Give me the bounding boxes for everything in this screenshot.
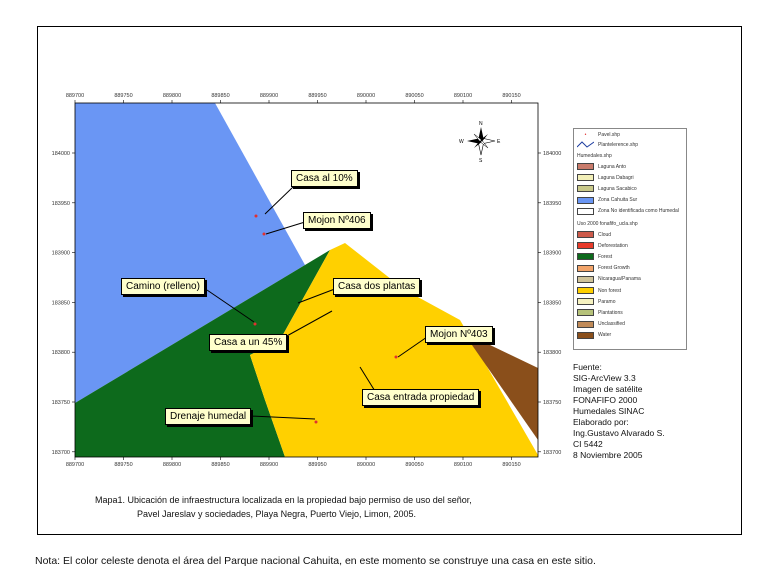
legend-item-label: Zona Cahuita Sur <box>598 197 638 204</box>
map-caption <box>95 493 472 521</box>
point-mojon-406 <box>263 233 266 236</box>
callout-drenaje: Drenaje humedal <box>165 408 251 425</box>
y-tick-label-left: 183750 <box>51 400 70 406</box>
x-tick-label-bottom: 890050 <box>405 462 424 468</box>
legend-item-label: Plantations <box>598 309 623 316</box>
legend-item-label: Deforestation <box>598 242 628 249</box>
legend-item-label: Forest Growth <box>598 265 630 272</box>
callout-casa-entrada: Casa entrada propiedad <box>362 389 479 406</box>
x-tick-label-bottom: 890100 <box>453 462 473 468</box>
point-camino <box>254 323 257 326</box>
point-symbol-icon: • <box>584 131 587 138</box>
source-line: CI 5442 <box>573 439 603 449</box>
x-tick-label-bottom: 889750 <box>114 462 133 468</box>
y-tick-label-left: 183900 <box>51 250 70 257</box>
compass-e: E <box>497 139 501 145</box>
legend-swatch <box>577 321 594 328</box>
x-tick-label-bottom: 889800 <box>162 462 182 468</box>
y-tick-label-left: 184000 <box>51 151 70 157</box>
source-line: Elaborado por: <box>573 417 629 427</box>
legend-item-label: Nicaragua/Panama <box>598 276 641 283</box>
legend-item <box>577 252 612 261</box>
legend-swatch <box>577 265 594 272</box>
callout-casa-45: Casa a un 45% <box>209 334 287 351</box>
point-drenaje <box>315 421 318 424</box>
x-axis-top <box>66 93 521 103</box>
legend-item <box>577 184 637 193</box>
x-tick-label-top: 889750 <box>114 93 133 99</box>
source-line: 8 Noviembre 2005 <box>573 450 643 460</box>
callout-casa-10: Casa al 10% <box>291 170 358 187</box>
x-tick-label-bottom: 889700 <box>65 462 85 468</box>
legend-layer-plant <box>577 140 638 149</box>
legend-item-label: Forest <box>598 253 613 260</box>
y-tick-label-left: 183800 <box>51 350 70 357</box>
legend-item-label: Zona No identificada como Humedal <box>598 208 679 215</box>
x-tick-label-bottom: 889950 <box>308 462 327 468</box>
legend-label: Pavel.shp <box>598 131 620 138</box>
compass-w: W <box>459 139 464 145</box>
y-tick-label-right: 183800 <box>543 350 562 357</box>
legend-swatch <box>577 163 594 170</box>
y-tick-label-left: 183700 <box>51 449 70 456</box>
legend-swatch <box>577 174 594 181</box>
legend-item <box>577 207 679 216</box>
legend-swatch <box>577 287 594 294</box>
legend-item <box>577 297 616 306</box>
y-tick-label-left: 183850 <box>51 300 70 307</box>
legend-item <box>577 241 628 250</box>
legend-item <box>577 275 641 284</box>
x-tick-label-top: 890150 <box>502 93 521 99</box>
point-casa-10 <box>255 215 258 218</box>
y-tick-label-right: 183750 <box>543 400 562 406</box>
source-line: Fuente: <box>573 362 602 372</box>
caption-line-1: Mapa1. Ubicación de infraestructura localizada en la propiedad bajo permiso de uso del señor, <box>95 495 472 505</box>
x-tick-label-bottom: 890150 <box>502 462 521 468</box>
y-axis-right <box>538 151 561 456</box>
source-block <box>573 362 665 461</box>
legend-item-label: Laguna Anto <box>598 163 627 170</box>
x-tick-label-top: 889950 <box>308 93 327 99</box>
point-mojon-403 <box>395 356 398 359</box>
legend-item-label: Laguna Dabagri <box>598 174 634 181</box>
legend-item <box>577 162 626 171</box>
legend-layer-pavel <box>577 130 620 139</box>
caption-line-2: Pavel Jareslav y sociedades, Playa Negra, Puerto Viejo, Limon, 2005. <box>137 509 416 519</box>
legend-item <box>577 230 611 239</box>
y-tick-label-right: 183850 <box>543 300 562 307</box>
legend-swatch <box>577 231 594 238</box>
x-tick-label-top: 889900 <box>259 93 279 99</box>
legend-item <box>577 331 611 340</box>
x-axis-bottom <box>66 457 521 468</box>
legend-item <box>577 196 637 205</box>
y-tick-label-right: 184000 <box>543 151 562 157</box>
compass-s: S <box>479 158 483 164</box>
x-tick-label-top: 890000 <box>356 93 376 99</box>
map-legend <box>573 128 687 350</box>
legend-item <box>577 286 621 295</box>
legend-swatch <box>577 253 594 260</box>
legend-item-label: Paramo <box>598 298 616 305</box>
source-line: FONAFIFO 2000 <box>573 395 638 405</box>
x-tick-label-top: 889850 <box>211 93 230 99</box>
legend-label: Plantelerence.shp <box>598 141 639 148</box>
source-line: SIG-ArcView 3.3 <box>573 373 636 383</box>
legend-swatch <box>577 242 594 249</box>
legend-item-label: Laguna Sacabico <box>598 185 637 192</box>
y-tick-label-right: 183700 <box>543 449 562 456</box>
x-tick-label-top: 890050 <box>405 93 424 99</box>
compass-n: N <box>479 121 483 127</box>
legend-swatch <box>577 197 594 204</box>
callout-mojon-403: Mojon Nº403 <box>425 326 493 343</box>
legend-item-label: Non forest <box>598 287 622 294</box>
x-tick-label-bottom: 889850 <box>211 462 230 468</box>
legend-swatch <box>577 276 594 283</box>
y-axis-left <box>52 151 75 456</box>
legend-swatch <box>577 208 594 215</box>
legend-swatch <box>577 332 594 339</box>
legend-item <box>577 173 634 182</box>
x-tick-label-top: 889700 <box>65 93 85 99</box>
legend-swatch <box>577 185 594 192</box>
legend-header-humedales: Humedales.shp <box>577 153 612 159</box>
callout-mojon-406: Mojon Nº406 <box>303 212 371 229</box>
source-line: Humedales SINAC <box>573 406 645 416</box>
legend-item-label: Water <box>598 332 612 339</box>
x-tick-label-top: 889800 <box>162 93 182 99</box>
y-tick-label-left: 183950 <box>51 200 70 207</box>
callout-casa-dos-plantas: Casa dos plantas <box>333 278 420 295</box>
source-line: Ing.Gustavo Alvarado S. <box>573 428 665 438</box>
legend-item-label: Unclassified <box>598 321 625 328</box>
x-tick-label-bottom: 890000 <box>356 462 376 468</box>
legend-item <box>577 320 625 329</box>
legend-item-label: Cloud <box>598 231 612 238</box>
legend-swatch <box>577 309 594 316</box>
legend-item <box>577 264 630 273</box>
x-tick-label-top: 890100 <box>453 93 473 99</box>
legend-header-uso: Uso 2000 fonafifo_ucla.shp <box>577 221 638 227</box>
y-tick-label-right: 183900 <box>543 250 562 257</box>
legend-swatch <box>577 298 594 305</box>
x-tick-label-bottom: 889900 <box>259 462 279 468</box>
source-line: Imagen de satélite <box>573 384 643 394</box>
line-symbol-icon <box>577 141 594 148</box>
legend-item <box>577 308 623 317</box>
y-tick-label-right: 183950 <box>543 200 562 207</box>
callout-camino: Camino (relleno) <box>121 278 205 295</box>
footnote: Nota: El color celeste denota el área del Parque nacional Cahuita, en este momento se construye una casa en este sitio. <box>35 555 596 567</box>
